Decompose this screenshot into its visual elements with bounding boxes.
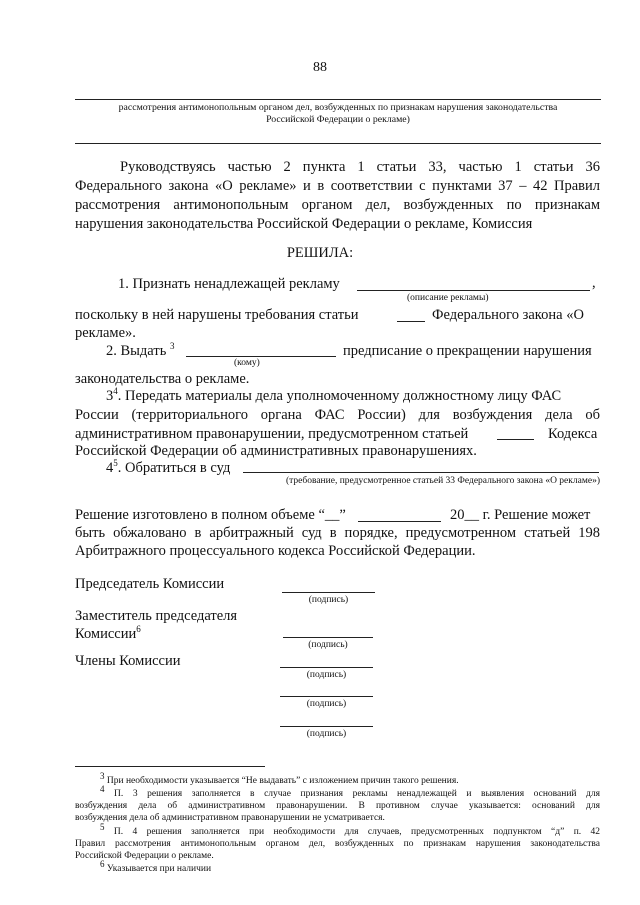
item1-article-blank xyxy=(397,321,425,322)
item3-l1: . Передать материалы дела уполномоченному должностному лицу ФАС xyxy=(117,388,562,404)
footnote-5-l1: П. 4 решения заполняется при необходимости для случаев, предусмотренных подпунктом “д” п. 42 xyxy=(113,827,601,838)
item4-num: 4 xyxy=(106,460,114,476)
header-top-rule xyxy=(75,99,601,100)
footnote-6-text: Указывается при наличии xyxy=(106,864,212,875)
footnote-4-line3: возбуждения дела об административном правонарушении не усматривается. xyxy=(75,813,385,823)
footnote-4-line1 xyxy=(100,784,600,801)
item3-num: 3 xyxy=(106,388,114,404)
member3-signature-line xyxy=(280,726,373,727)
member2-signature-line xyxy=(280,696,373,697)
item1-text: 1. Признать ненадлежащей рекламу xyxy=(118,276,340,292)
member1-signature-caption: (подпись) xyxy=(306,670,347,680)
item2-blank xyxy=(186,356,336,357)
item4-footnote-ref: 5 xyxy=(113,458,118,469)
member3-signature-caption: (подпись) xyxy=(306,729,347,739)
footnote-3-num: 3 xyxy=(100,771,105,781)
decision-heading: РЕШИЛА: xyxy=(286,245,354,261)
footnote-separator xyxy=(75,766,265,767)
deputy-label-2-text: Комиссии xyxy=(75,626,137,642)
item2-footnote-ref: 3 xyxy=(169,341,175,352)
intro-line-1: Руководствуясь частью 2 пункта 1 статьи 33, частью 1 статьи 36 xyxy=(120,159,600,175)
item1-line2-a: поскольку в ней нарушены требования статьи xyxy=(75,307,359,323)
intro-line-3: рассмотрения антимонопольным органом дел, возбужденных по признакам xyxy=(75,197,600,213)
deputy-footnote-ref: 6 xyxy=(136,624,141,635)
footnote-5-line2: Правил рассмотрения антимонопольным органом дел, возбужденных по признакам нарушения законодательства xyxy=(75,839,600,849)
final-line1-a: Решение изготовлено в полном объеме “__” xyxy=(75,507,346,523)
member2-signature-caption: (подпись) xyxy=(306,699,347,709)
footnote-4-l1: П. 3 решения заполняется в случае признания рекламы ненадлежащей и выявления оснований для xyxy=(114,789,600,800)
footnote-3 xyxy=(100,771,600,788)
member1-signature-line xyxy=(280,667,373,668)
final-line3: Арбитражного процессуального кодекса Российской Федерации. xyxy=(75,543,476,559)
item3-line1 xyxy=(106,387,600,405)
item3-line3-b: Кодекса xyxy=(548,426,598,442)
item4-label: . Обратиться в суд xyxy=(117,460,231,476)
footnote-5-line1 xyxy=(100,822,601,839)
deputy-signature-caption: (подпись) xyxy=(308,640,348,650)
item3-line3-a: административном правонарушении, предусмотренном статьей xyxy=(75,426,469,442)
footnote-4-num: 4 xyxy=(100,784,105,794)
item1-line3: рекламе». xyxy=(75,325,136,341)
item4-text xyxy=(106,459,230,477)
item1-comma: , xyxy=(592,275,596,291)
header-bottom-rule xyxy=(75,143,601,144)
item3-line4: Российской Федерации об административных правонарушениях. xyxy=(75,443,477,459)
item4-blank xyxy=(243,472,599,473)
header-line-1: рассмотрения антимонопольным органом дел, возбужденных по признакам нарушения законодательства xyxy=(118,102,558,113)
deputy-signature-line xyxy=(283,637,373,638)
final-line2: быть обжаловано в арбитражный суд в порядке, предусмотренном статьей 198 xyxy=(75,525,600,541)
footnote-5-line3: Российской Федерации о рекламе. xyxy=(75,851,214,861)
item3-article-blank xyxy=(497,439,534,440)
chairman-signature-caption: (подпись) xyxy=(308,595,349,605)
footnote-4-line2: возбуждения дела об административном правонарушении. В противном случае указывается: оснований для xyxy=(75,801,600,811)
item2-start: 2. Выдать xyxy=(106,343,167,359)
footnote-5-num: 5 xyxy=(100,822,105,832)
footnote-3-text: При необходимости указывается “Не выдавать” с изложением причин такого решения. xyxy=(106,776,459,787)
page-number: 88 xyxy=(313,60,327,75)
intro-line-4: нарушения законодательства Российской Федерации о рекламе, Комиссия xyxy=(75,216,533,232)
item3-footnote-ref: 4 xyxy=(113,386,118,397)
item1-line2-b: Федерального закона «О xyxy=(432,307,584,323)
item3-line2: России (территориального органа ФАС России) для возбуждения дела об xyxy=(75,407,600,423)
item1-blank xyxy=(357,290,590,291)
item1-caption: (описание рекламы) xyxy=(407,293,489,303)
final-date-blank xyxy=(358,521,441,522)
members-label: Члены Комиссии xyxy=(75,653,181,669)
item2-end: предписание о прекращении нарушения xyxy=(343,343,592,359)
final-line1-b: 20__ г. Решение может xyxy=(450,507,591,523)
chairman-label: Председатель Комиссии xyxy=(75,576,225,592)
item2-caption: (кому) xyxy=(234,358,260,368)
deputy-label-2 xyxy=(75,625,141,643)
deputy-label-1: Заместитель председателя xyxy=(75,608,238,624)
chairman-signature-line xyxy=(282,592,375,593)
item2-line2: законодательства о рекламе. xyxy=(75,371,250,387)
footnote-6-num: 6 xyxy=(100,859,105,869)
intro-line-2: Федерального закона «О рекламе» и в соответствии с пунктами 37 – 42 Правил xyxy=(75,178,600,194)
header-line-2: Российской Федерации о рекламе) xyxy=(266,114,410,125)
item4-caption: (требование, предусмотренное статьей 33 Федерального закона «О рекламе») xyxy=(286,476,600,486)
item2-text xyxy=(106,342,174,360)
footnote-6 xyxy=(100,859,600,876)
